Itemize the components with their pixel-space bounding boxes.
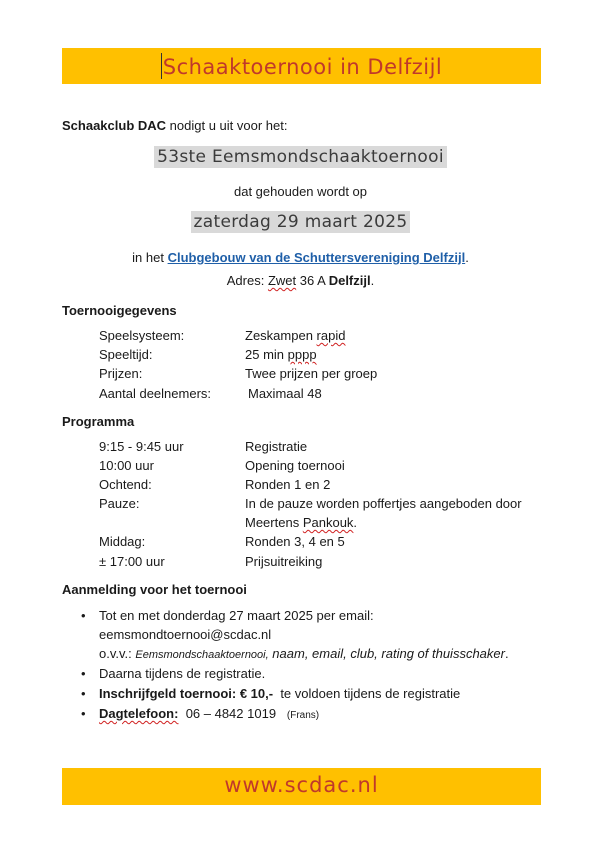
row-label: Pauze:	[99, 496, 140, 511]
page-title-text: Schaaktoernooi in Delfzijl	[162, 55, 443, 79]
row-label: 10:00 uur	[99, 458, 154, 473]
row-label: Speelsysteem:	[99, 328, 185, 343]
row-value: Maximaal 48	[248, 386, 322, 401]
row-label: 9:15 - 9:45 uur	[99, 439, 184, 454]
row-value: In de pauze worden poffertjes aangeboden door	[245, 496, 522, 511]
event-date-line	[0, 212, 601, 232]
address-line	[0, 273, 601, 288]
row-value: Ronden 3, 4 en 5	[245, 534, 345, 549]
address-city: Delfzijl	[328, 273, 371, 288]
event-name: 53ste Eemsmondschaaktoernooi	[154, 146, 447, 168]
row-value: Ronden 1 en 2	[245, 477, 331, 492]
row-label: Aantal deelnemers:	[99, 386, 212, 401]
club-name: Schaakclub DAC	[62, 118, 167, 133]
row-value: 25 min pppp	[245, 347, 317, 362]
location-link[interactable]: Clubgebouw van de Schuttersvereniging Delfzijl	[167, 250, 466, 265]
address-suffix: .	[370, 273, 375, 288]
registration-ovv-line: o.v.v.: Eemsmondschaaktoernooi, naam, email, club, rating of thuisschaker.	[99, 646, 509, 661]
bullet-icon: •	[81, 666, 86, 681]
page-title	[62, 53, 541, 79]
event-date: zaterdag 29 maart 2025	[191, 211, 411, 233]
location-suffix: .	[465, 250, 469, 265]
programma-heading: Programma	[62, 414, 135, 429]
text-cursor	[161, 53, 162, 79]
registration-heading: Aanmelding voor het toernooi	[62, 582, 247, 597]
row-label: Prijzen:	[99, 366, 143, 381]
row-label: Middag:	[99, 534, 146, 549]
tournament-heading: Toernooigegevens	[62, 303, 177, 318]
row-value: Twee prijzen per groep	[245, 366, 378, 381]
row-label: ± 17:00 uur	[99, 554, 165, 569]
row-value: Zeskampen rapid	[245, 328, 346, 343]
location-line	[0, 250, 601, 265]
bullet-icon: •	[81, 706, 86, 721]
row-value: Meertens Pankouk.	[245, 515, 358, 530]
site-url[interactable]: www.scdac.nl	[224, 773, 379, 797]
address-number: 36 A	[299, 273, 326, 288]
held-text: dat gehouden wordt op	[234, 184, 367, 199]
registration-item-1-line-1: Tot en met donderdag 27 maart 2025 per email:	[99, 608, 374, 623]
intro-text: nodigt u uit voor het:	[169, 118, 288, 133]
footer-banner	[62, 768, 541, 805]
bullet-icon: •	[81, 686, 86, 701]
registration-item-3: Inschrijfgeld toernooi: € 10,- te voldoen tijdens de registratie	[99, 686, 461, 701]
bullet-icon: •	[81, 608, 86, 623]
row-label: Ochtend:	[99, 477, 152, 492]
registration-item-4: Dagtelefoon: 06 – 4842 1019 (Frans)	[99, 706, 320, 721]
row-value: Registratie	[245, 439, 308, 454]
row-value: Opening toernooi	[245, 458, 345, 473]
row-label: Speeltijd:	[99, 347, 153, 362]
row-value: Prijsuitreiking	[245, 554, 323, 569]
event-name-line	[0, 147, 601, 167]
address-prefix: Adres:	[226, 273, 265, 288]
location-prefix: in het	[132, 250, 164, 265]
registration-item-2: Daarna tijdens de registratie.	[99, 666, 266, 681]
intro-line	[62, 118, 287, 133]
address-street: Zwet	[267, 273, 297, 288]
header-banner	[62, 48, 541, 84]
registration-email[interactable]: eemsmondtoernooi@scdac.nl	[99, 627, 272, 642]
